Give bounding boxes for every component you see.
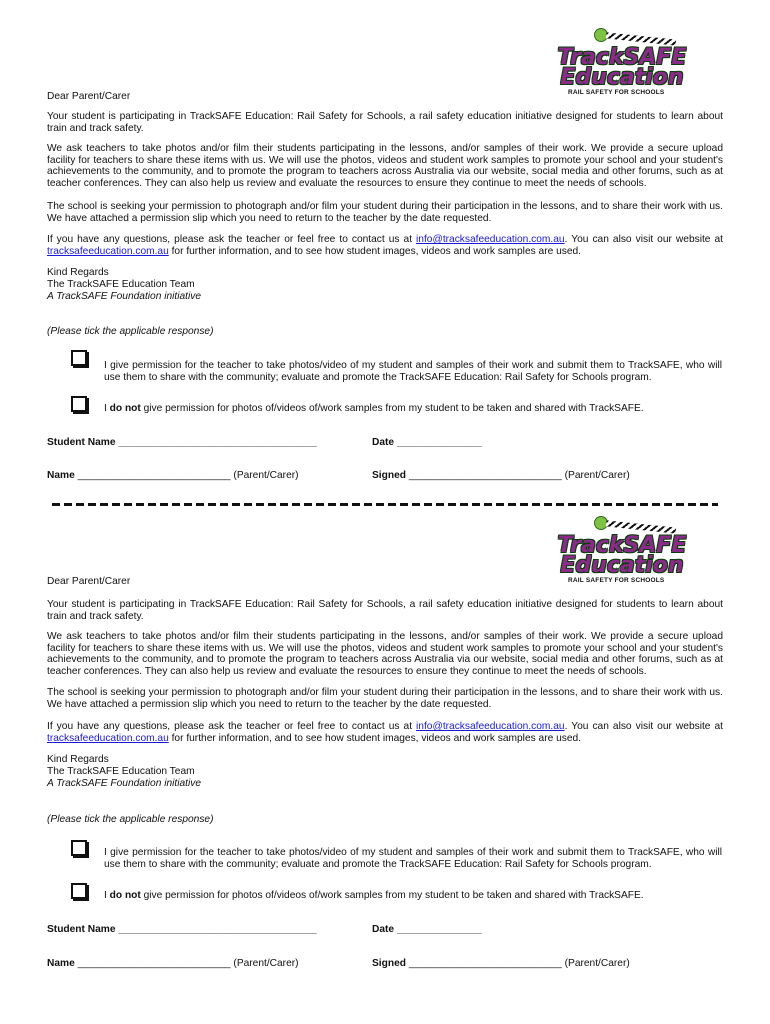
option-give-permission: I give permission for the teacher to take photos/video of my student and samples of their work and submit them to TrackSAFE, who will use them to share with the community; evaluate and promote the TrackSAFE Education: Rail Safety for Schools program. bbox=[104, 360, 722, 383]
paragraph-3: The school is seeking your permission to photograph and/or film your student during their participation in the lessons, and to share their work with us. We have attached a permission slip which you need to return to the teacher by the date requested. bbox=[47, 201, 723, 224]
closing-1: Kind Regards bbox=[47, 267, 109, 278]
name-line: ___________________________ bbox=[77, 470, 231, 481]
signed-label: Signed bbox=[372, 958, 406, 969]
student-name-field[interactable] bbox=[47, 924, 317, 935]
logo-line1: TrackSAFE bbox=[557, 45, 687, 70]
signed-line: ___________________________ bbox=[408, 470, 562, 481]
paragraph-3: The school is seeking your permission to photograph and/or film your student during their participation in the lessons, and to share their work with us. We have attached a permission slip which you need to return to the teacher by the date requested. bbox=[47, 687, 723, 710]
date-line: _______________ bbox=[396, 924, 482, 935]
date-field[interactable] bbox=[372, 437, 482, 448]
website-link[interactable]: tracksafeeducation.com.au bbox=[47, 732, 169, 744]
parent-name-field[interactable] bbox=[47, 958, 299, 969]
student-name-line: ___________________________________ bbox=[118, 924, 317, 935]
student-name-label: Student Name bbox=[47, 437, 116, 448]
checkbox-give-permission[interactable] bbox=[71, 350, 87, 366]
closing-1: Kind Regards bbox=[47, 754, 109, 765]
logo-tagline: RAIL SAFETY FOR SCHOOLS bbox=[568, 577, 665, 584]
parent-name-field[interactable] bbox=[47, 470, 299, 481]
website-link[interactable]: tracksafeeducation.com.au bbox=[47, 245, 169, 257]
option2-b: give permission for photos of/videos of/work samples from my student to be taken and shared with TrackSAFE. bbox=[140, 403, 644, 414]
paragraph-1: Your student is participating in TrackSAFE Education: Rail Safety for Schools, a rail safety education initiative designed for students to learn about train and track safety. bbox=[47, 111, 723, 134]
student-name-field[interactable] bbox=[47, 437, 317, 448]
option2-a: I bbox=[104, 403, 110, 414]
option2-bold: do not bbox=[109, 890, 141, 901]
checkbox-give-permission[interactable] bbox=[71, 840, 87, 856]
paragraph-1: Your student is participating in TrackSAFE Education: Rail Safety for Schools, a rail safety education initiative designed for students to learn about train and track safety. bbox=[47, 599, 723, 622]
name-line: ___________________________ bbox=[77, 958, 231, 969]
paragraph-2: We ask teachers to take photos and/or film their students participating in the lessons, and/or samples of their work. We provide a secure upload facility for teachers to share these items with us. We will use the photos, videos and student work samples to promote your school and your student's achievements to the community, and to promote the program to teachers across Australia via our website, social media and other forums, such as at teacher conferences. They can also help us review and evaluate the resources to ensure they continue to meet the needs of schools. bbox=[47, 631, 723, 677]
option-give-permission: I give permission for the teacher to take photos/video of my student and samples of their work and submit them to TrackSAFE, who will use them to share with the community; evaluate and promote the TrackSAFE Education: Rail Safety for Schools program. bbox=[104, 847, 722, 870]
name-label: Name bbox=[47, 470, 75, 481]
logo-line1: TrackSAFE bbox=[557, 533, 687, 558]
salutation: Dear Parent/Carer bbox=[47, 576, 131, 587]
track-icon bbox=[606, 32, 676, 45]
logo-line2: Education bbox=[560, 65, 684, 90]
checkbox-deny-permission[interactable] bbox=[71, 883, 87, 899]
para4-b: . You can also visit our website at bbox=[564, 721, 723, 732]
option2-b: give permission for photos of/videos of/work samples from my student to be taken and shared with TrackSAFE. bbox=[140, 890, 644, 901]
para4-c: for further information, and to see how student images, videos and work samples are used. bbox=[168, 732, 582, 744]
signed-suffix: (Parent/Carer) bbox=[564, 470, 630, 481]
logo-tagline: RAIL SAFETY FOR SCHOOLS bbox=[568, 89, 665, 96]
signed-field[interactable] bbox=[372, 958, 630, 969]
paragraph-4 bbox=[47, 721, 723, 744]
email-link[interactable]: info@tracksafeeducation.com.au bbox=[416, 234, 565, 245]
date-label: Date bbox=[372, 437, 395, 448]
closing-3: A TrackSAFE Foundation initiative bbox=[47, 778, 202, 789]
para4-c: for further information, and to see how student images, videos and work samples are used. bbox=[168, 245, 582, 257]
logo-line2: Education bbox=[560, 553, 684, 578]
paragraph-4 bbox=[47, 234, 723, 257]
signed-line: ___________________________ bbox=[408, 958, 562, 969]
option-deny-permission bbox=[104, 890, 722, 902]
para4-b: . You can also visit our website at bbox=[564, 234, 723, 245]
signed-field[interactable] bbox=[372, 470, 630, 481]
name-suffix: (Parent/Carer) bbox=[233, 958, 299, 969]
track-icon bbox=[606, 520, 676, 533]
para4-a: If you have any questions, please ask the teacher or feel free to contact us at bbox=[47, 234, 417, 245]
option-deny-permission bbox=[104, 403, 722, 415]
tracksafe-logo bbox=[556, 26, 688, 100]
para4-a: If you have any questions, please ask the teacher or feel free to contact us at bbox=[47, 721, 417, 732]
permission-letter-top bbox=[0, 0, 770, 500]
checkbox-deny-permission[interactable] bbox=[71, 396, 87, 412]
date-field[interactable] bbox=[372, 924, 482, 935]
date-label: Date bbox=[372, 924, 395, 935]
closing-2: The TrackSAFE Education Team bbox=[47, 279, 195, 290]
student-name-label: Student Name bbox=[47, 924, 116, 935]
option2-bold: do not bbox=[109, 403, 141, 414]
signed-label: Signed bbox=[372, 470, 406, 481]
date-line: _______________ bbox=[396, 437, 482, 448]
paragraph-2: We ask teachers to take photos and/or film their students participating in the lessons, and/or samples of their work. We provide a secure upload facility for teachers to share these items with us. We will use the photos, videos and student work samples to promote your school and your student's achievements to the community, and to promote the program to teachers across Australia via our website, social media and other forums, such as at teacher conferences. They can also help us review and evaluate the resources to ensure they continue to meet the needs of schools. bbox=[47, 143, 723, 189]
student-name-line: ___________________________________ bbox=[118, 437, 317, 448]
email-link[interactable]: info@tracksafeeducation.com.au bbox=[416, 721, 565, 732]
option2-a: I bbox=[104, 890, 110, 901]
closing-3: A TrackSAFE Foundation initiative bbox=[47, 291, 202, 302]
name-label: Name bbox=[47, 958, 75, 969]
tick-instruction: (Please tick the applicable response) bbox=[47, 814, 214, 825]
tick-instruction: (Please tick the applicable response) bbox=[47, 326, 214, 337]
permission-letter-bottom bbox=[0, 488, 770, 988]
name-suffix: (Parent/Carer) bbox=[233, 470, 299, 481]
salutation: Dear Parent/Carer bbox=[47, 91, 131, 102]
signed-suffix: (Parent/Carer) bbox=[564, 958, 630, 969]
closing-2: The TrackSAFE Education Team bbox=[47, 766, 195, 777]
